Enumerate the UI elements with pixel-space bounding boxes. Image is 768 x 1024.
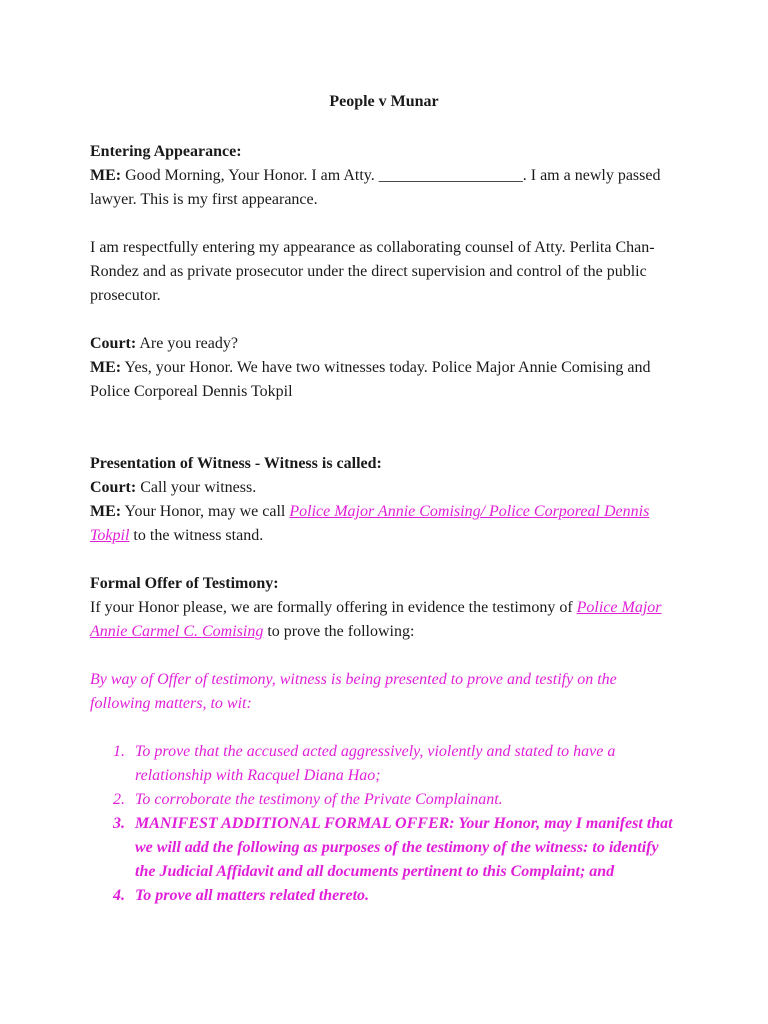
list-item bbox=[90, 788, 678, 812]
list-item-number: 1. bbox=[113, 743, 125, 760]
offer-list bbox=[90, 740, 678, 908]
witness-name-link[interactable]: Police Major Annie Carmel C. Comising bbox=[90, 599, 662, 640]
appearance-paragraph: I am respectfully entering my appearance as collaborating counsel of Atty. Perlita Chan-Rondez and as private prosecutor under the direct supervision and control of the public prosecutor. bbox=[90, 239, 655, 304]
list-item-text: MANIFEST ADDITIONAL FORMAL OFFER: Your Honor, may I manifest that we will add the following as purposes of the testimony of the witness: to identify the Judicial Affidavit and all documents pertinent to this Complaint; and bbox=[135, 815, 673, 880]
list-item bbox=[90, 740, 678, 788]
court-question: Court: Are you ready? bbox=[90, 335, 238, 352]
speaker-label: ME: bbox=[90, 359, 122, 376]
speaker-label: ME: bbox=[90, 503, 122, 520]
offer-intro: By way of Offer of testimony, witness is being presented to prove and testify on the following matters, to wit: bbox=[90, 671, 617, 712]
speaker-label: Court: bbox=[90, 479, 137, 496]
presentation-heading: Presentation of Witness - Witness is called: bbox=[90, 455, 382, 472]
entering-appearance-heading: Entering Appearance: bbox=[90, 143, 242, 160]
formal-offer-text: If your Honor please, we are formally offering in evidence the testimony of Police Major Annie Carmel C. Comising to prove the following: bbox=[90, 599, 662, 640]
speaker-label: ME: bbox=[90, 167, 122, 184]
list-item-text: To corroborate the testimony of the Private Complainant. bbox=[135, 791, 503, 808]
list-item bbox=[90, 812, 678, 884]
list-item bbox=[90, 884, 678, 908]
statement-text: Good Morning, Your Honor. I am Atty. __________________. I am a newly passed lawyer. This is my first appearance. bbox=[90, 167, 661, 208]
speaker-label: Court: bbox=[90, 335, 137, 352]
court-call-witness: Court: Call your witness. bbox=[90, 479, 257, 496]
list-item-text: To prove all matters related thereto. bbox=[135, 887, 370, 904]
list-item-number: 4. bbox=[113, 887, 125, 904]
me-call-witness: ME: Your Honor, may we call Police Major Annie Comising/ Police Corporeal Dennis Tokpil to the witness stand. bbox=[90, 503, 650, 544]
list-item-number: 3. bbox=[113, 815, 125, 832]
formal-offer-heading: Formal Offer of Testimony: bbox=[90, 575, 279, 592]
witness-names-link[interactable]: Police Major Annie Comising/ Police Corporeal Dennis Tokpil bbox=[90, 503, 650, 544]
list-item-number: 2. bbox=[113, 791, 125, 808]
entering-appearance-statement bbox=[90, 164, 678, 212]
me-answer: ME: Yes, your Honor. We have two witnesses today. Police Major Annie Comising and Police Corporeal Dennis Tokpil bbox=[90, 359, 651, 400]
list-item-text: To prove that the accused acted aggressively, violently and stated to have a relationship with Racquel Diana Hao; bbox=[135, 743, 616, 784]
document-title: People v Munar bbox=[329, 93, 439, 110]
